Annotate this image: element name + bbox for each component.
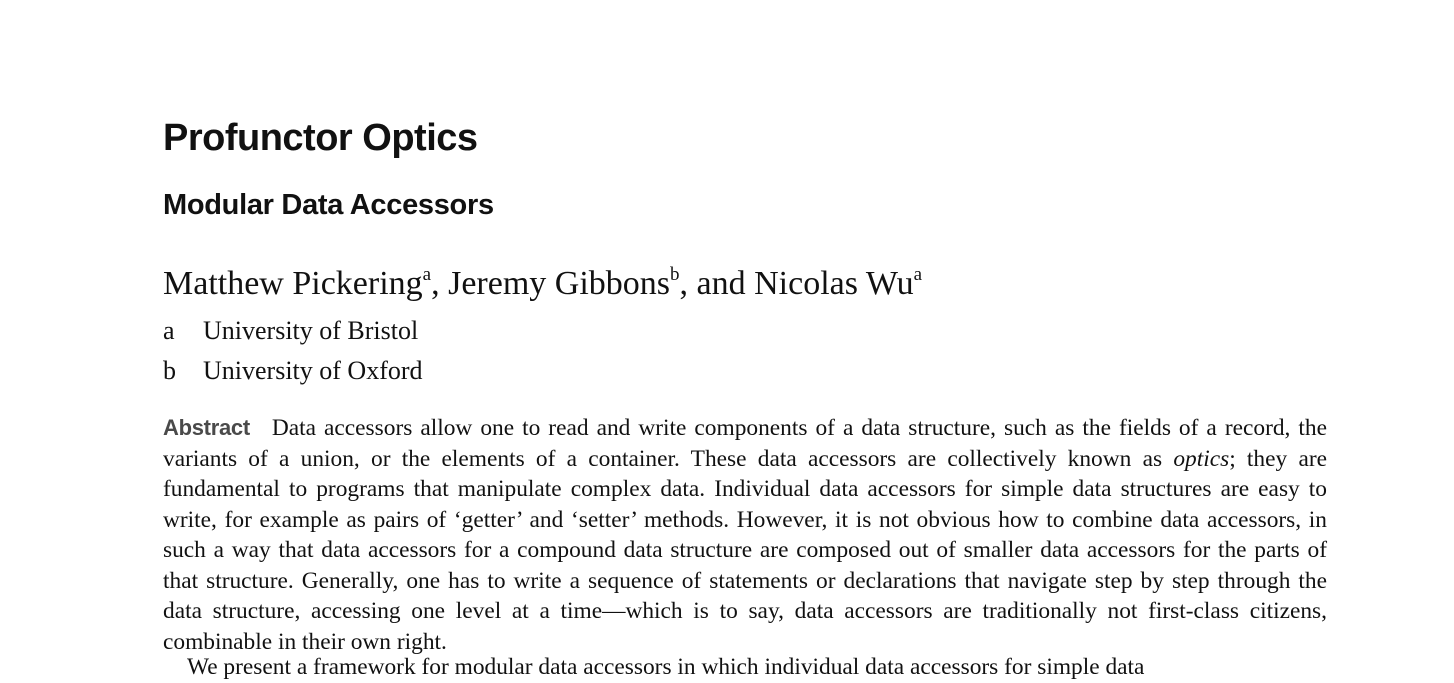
author-name: Matthew Pickering	[163, 265, 423, 302]
author-separator: , and	[679, 265, 755, 302]
affiliation-item	[163, 311, 423, 351]
affiliation-marker: a	[422, 264, 432, 285]
affiliation-list	[163, 311, 423, 391]
abstract-next-paragraph: We present a framework for modular data accessors in which individual data accessors for simple data	[187, 654, 1145, 680]
paper-subtitle: Modular Data Accessors	[163, 189, 494, 221]
author-separator: ,	[431, 265, 449, 302]
abstract-text: ; they are fundamental to programs that manipulate complex data. Individual data accessors for simple data structures are easy to write, for example as pairs of ‘getter’ and ‘setter’ methods. However, it is not obvious how to combine data accessors, in such a way that data accessors for a compound data structure are composed out of smaller data accessors for the parts of that structure. Generally, one has to write a sequence of statements or declarations that navigate step by step through the data structure, accessing one level at a time—which is to say, data accessors are traditionally not first-class citizens, combinable in their own right.	[163, 445, 1327, 655]
abstract-emphasis: optics	[1173, 445, 1230, 472]
author-name: Nicolas Wu	[754, 265, 914, 302]
affiliation-name: University of Bristol	[203, 316, 419, 345]
abstract-text: Data accessors allow one to read and write components of a data structure, such as the fields of a record, the variants of a union, or the elements of a container. These data accessors are collectively known as	[163, 415, 1327, 472]
abstract-label: Abstract	[163, 415, 250, 440]
affiliation-marker: a	[913, 264, 923, 285]
affiliation-mark: b	[163, 356, 176, 385]
paper-title: Profunctor Optics	[163, 117, 478, 159]
affiliation-mark: a	[163, 316, 175, 345]
author-name: Jeremy Gibbons	[448, 265, 671, 302]
abstract-paragraph	[163, 413, 1327, 657]
affiliation-item	[163, 351, 423, 391]
affiliation-name: University of Oxford	[203, 356, 423, 385]
affiliation-marker: b	[670, 264, 680, 285]
author-list	[163, 262, 922, 306]
